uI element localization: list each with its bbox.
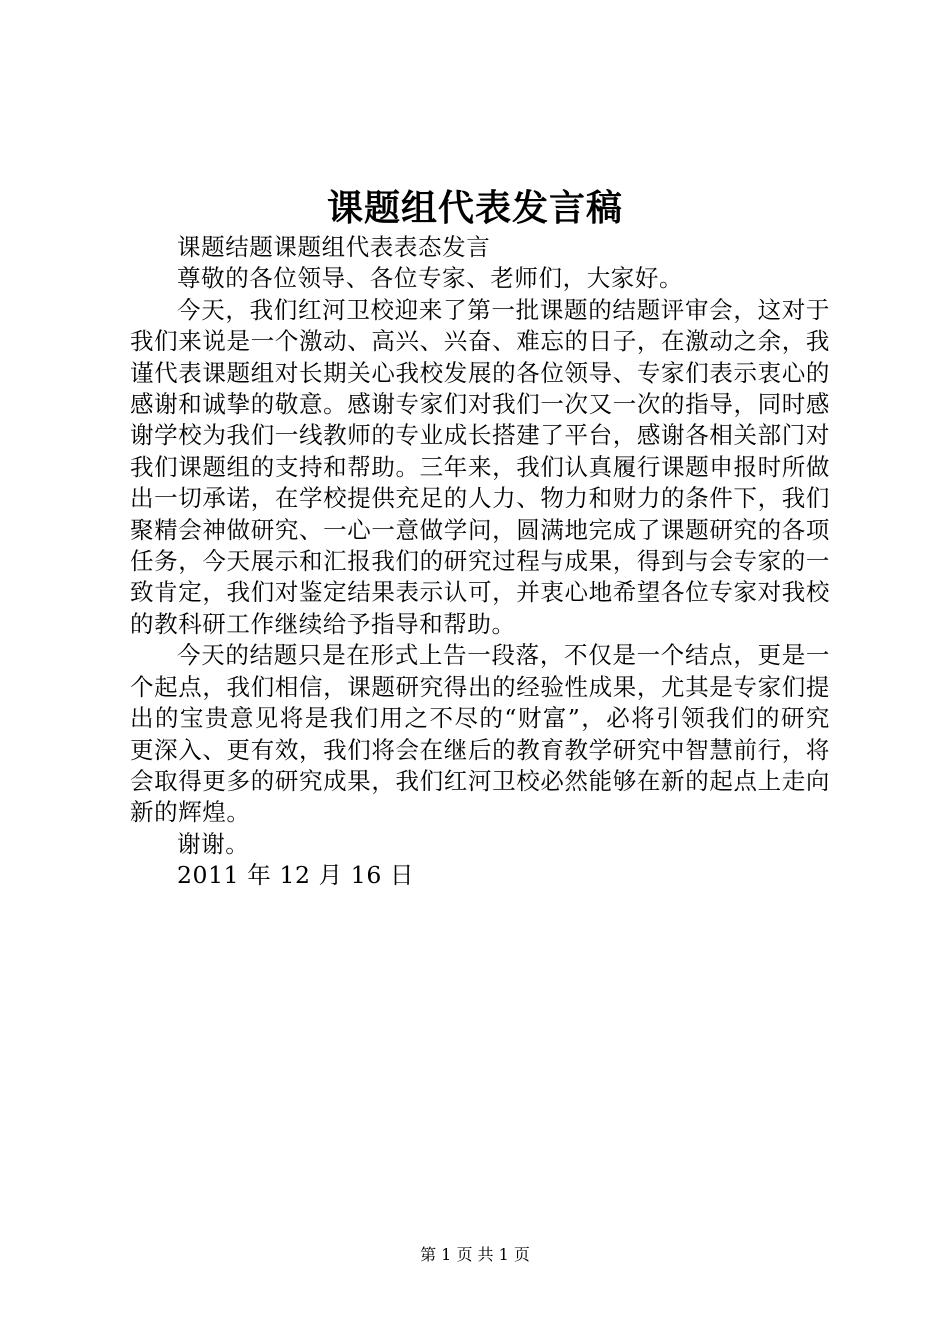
- date-paragraph: 2011 年 12 月 16 日: [177, 861, 415, 890]
- document-body: [130, 232, 830, 892]
- body-paragraph: 今天的结题只是在形式上告一段落，不仅是一个结点，更是一个起点，我们相信，课题研究得出的经验性成果，尤其是专家们提出的宝贵意见将是我们用之不尽的“财富”，必将引领我们的研究更深入、更有效，我们将会在继后的教育教学研究中智慧前行，将会取得更多的研究成果，我们红河卫校必然能够在新的起点上走向新的辉煌。: [130, 641, 830, 827]
- body-paragraph: 今天，我们红河卫校迎来了第一批课题的结题评审会，这对于我们来说是一个激动、高兴、兴奋、难忘的日子，在激动之余，我谨代表课题组对长期关心我校发展的各位领导、专家们表示衷心的感谢和诚挚的敬意。感谢专家们对我们一次又一次的指导，同时感谢学校为我们一线教师的专业成长搭建了平台，感谢各相关部门对我们课题组的支持和帮助。三年来，我们认真履行课题申报时所做出一切承诺，在学校提供充足的人力、物力和财力的条件下，我们聚精会神做研究、一心一意做学问，圆满地完成了课题研究的各项任务，今天展示和汇报我们的研究过程与成果，得到与会专家的一致肯定，我们对鉴定结果表示认可，并衷心地希望各位专家对我校的教科研工作继续给予指导和帮助。: [130, 295, 830, 638]
- greeting-paragraph: 尊敬的各位领导、各位专家、老师们，大家好。: [177, 264, 684, 293]
- page-footer: 第 1 页 共 1 页: [420, 1245, 530, 1264]
- subtitle-paragraph: 课题结题课题组代表表态发言: [177, 233, 491, 261]
- document-title: 课题组代表发言稿: [326, 187, 623, 229]
- closing-paragraph: 谢谢。: [177, 829, 250, 858]
